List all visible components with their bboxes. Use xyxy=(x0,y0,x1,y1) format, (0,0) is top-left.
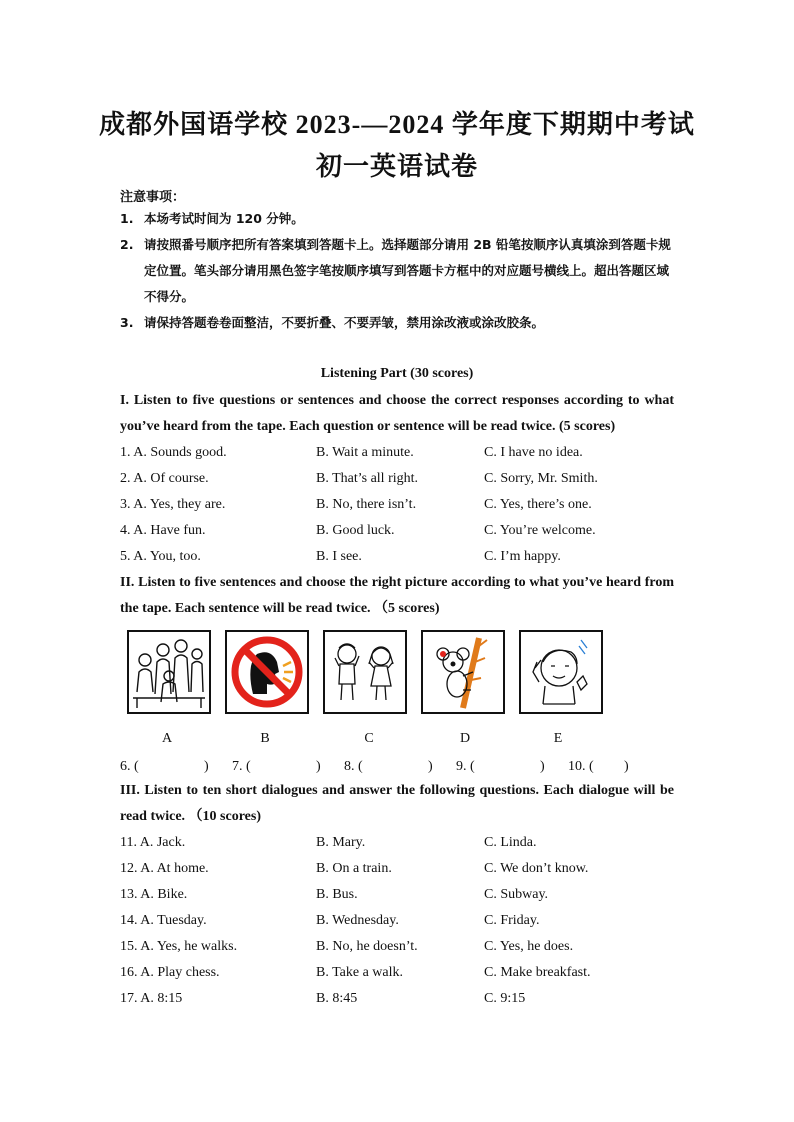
answer-blank-10-open[interactable]: 10. ( xyxy=(568,759,594,774)
question-row xyxy=(120,960,680,986)
note-text: 本场考试时间为 120 分钟。 xyxy=(144,211,304,226)
brushing-teeth-icon xyxy=(521,632,601,712)
option-a: 16. A. Play chess. xyxy=(120,965,220,980)
note-item xyxy=(120,310,680,336)
picture-d xyxy=(421,630,505,714)
answer-blanks xyxy=(120,757,680,777)
question-row xyxy=(120,544,680,570)
question-row xyxy=(120,466,680,492)
note-number: 2. xyxy=(120,237,134,252)
option-b: B. I see. xyxy=(316,549,362,564)
option-b: B. On a train. xyxy=(316,861,392,876)
option-a: 13. A. Bike. xyxy=(120,887,188,902)
question-row xyxy=(120,986,680,1012)
question-row xyxy=(120,830,680,856)
option-c: C. I have no idea. xyxy=(484,445,583,460)
answer-blank-6-open[interactable]: 6. ( xyxy=(120,759,139,774)
note-number: 1. xyxy=(120,211,134,226)
option-c: C. I’m happy. xyxy=(484,549,561,564)
family-icon xyxy=(129,632,209,712)
option-b: B. Good luck. xyxy=(316,523,395,538)
option-a: 17. A. 8:15 xyxy=(120,991,183,1006)
picture-a xyxy=(127,630,211,714)
option-b: B. Mary. xyxy=(316,835,366,850)
option-a: 2. A. Of course. xyxy=(120,471,209,486)
option-b: B. Take a walk. xyxy=(316,965,404,980)
exam-subtitle: 初一英语试卷 xyxy=(315,152,478,181)
question-row xyxy=(120,856,680,882)
two-kids-icon xyxy=(325,632,405,712)
option-a: 14. A. Tuesday. xyxy=(120,913,207,928)
picture-e xyxy=(519,630,603,714)
note-number: 3. xyxy=(120,315,134,330)
option-c: C. We don’t know. xyxy=(484,861,589,876)
note-text: 请保持答题卷卷面整洁，不要折叠、不要弄皱，禁用涂改液或涂改胶条。 xyxy=(144,315,545,330)
option-c: C. Friday. xyxy=(484,913,540,928)
answer-blank-8-close: ) xyxy=(428,759,433,774)
note-item xyxy=(120,206,680,232)
answer-blank-7-close: ) xyxy=(316,759,321,774)
option-c: C. Linda. xyxy=(484,835,537,850)
note-text: 请按照番号顺序把所有答案填到答题卡上。选择题部分请用 2B 铅笔按顺序认真填涂到答题卡规定位置。笔头部分请用黑色签字笔按顺序填写到答题卡方框中的对应题号横线上。超出答题区域不得分。 xyxy=(144,237,671,304)
option-a: 11. A. Jack. xyxy=(120,835,186,850)
picture-c xyxy=(323,630,407,714)
section2-instruction: II. Listen to five sentences and choose the right picture according to what you’ve heard from the tape. Each sentence will be read twice. （5 scores) xyxy=(120,575,674,616)
option-b: B. No, he doesn’t. xyxy=(316,939,418,954)
option-c: C. Subway. xyxy=(484,887,549,902)
option-a: 15. A. Yes, he walks. xyxy=(120,939,238,954)
option-b: B. Bus. xyxy=(316,887,358,902)
answer-blank-9-close: ) xyxy=(540,759,545,774)
question-row xyxy=(120,908,680,934)
question-row xyxy=(120,492,680,518)
option-b: B. Wait a minute. xyxy=(316,445,414,460)
no-talking-icon xyxy=(227,632,307,712)
answer-blank-6-close: ) xyxy=(204,759,209,774)
option-c: C. Yes, there’s one. xyxy=(484,497,592,512)
option-c: C. Make breakfast. xyxy=(484,965,591,980)
option-c: C. Yes, he does. xyxy=(484,939,574,954)
option-c: C. You’re welcome. xyxy=(484,523,596,538)
option-b: B. Wednesday. xyxy=(316,913,399,928)
answer-blank-8-open[interactable]: 8. ( xyxy=(344,759,363,774)
picture-label-c: C xyxy=(364,731,374,746)
option-b: B. That’s all right. xyxy=(316,471,419,486)
section1-instruction: I. Listen to five questions or sentences and choose the correct responses according to what you’ve heard from the tape. Each question or sentence will be read twice. (5 scores) xyxy=(120,393,674,434)
picture-label-d: D xyxy=(459,731,471,746)
question-row xyxy=(120,882,680,908)
picture-label-a: A xyxy=(161,731,173,746)
picture-label-e: E xyxy=(553,731,563,746)
notes-heading: 注意事项： xyxy=(120,190,186,205)
picture-b xyxy=(225,630,309,714)
note-item xyxy=(120,232,680,310)
question-row xyxy=(120,440,680,466)
question-row xyxy=(120,934,680,960)
koala-icon xyxy=(423,632,503,712)
option-b: B. 8:45 xyxy=(316,991,358,1006)
listening-heading: Listening Part (30 scores) xyxy=(320,366,474,381)
picture-label-b: B xyxy=(260,731,270,746)
exam-title: 成都外国语学校 2023-—2024 学年度下期期中考试 xyxy=(99,110,695,139)
option-a: 5. A. You, too. xyxy=(120,549,201,564)
option-a: 4. A. Have fun. xyxy=(120,523,206,538)
question-row xyxy=(120,518,680,544)
option-a: 12. A. At home. xyxy=(120,861,209,876)
option-a: 3. A. Yes, they are. xyxy=(120,497,226,512)
option-c: C. Sorry, Mr. Smith. xyxy=(484,471,598,486)
section3-instruction: III. Listen to ten short dialogues and answer the following questions. Each dialogue will be read twice. （10 scores) xyxy=(120,783,674,824)
answer-blank-7-open[interactable]: 7. ( xyxy=(232,759,251,774)
option-b: B. No, there isn’t. xyxy=(316,497,417,512)
answer-blank-9-open[interactable]: 9. ( xyxy=(456,759,475,774)
answer-blank-10-close: ) xyxy=(624,759,629,774)
option-c: C. 9:15 xyxy=(484,991,526,1006)
option-a: 1. A. Sounds good. xyxy=(120,445,227,460)
